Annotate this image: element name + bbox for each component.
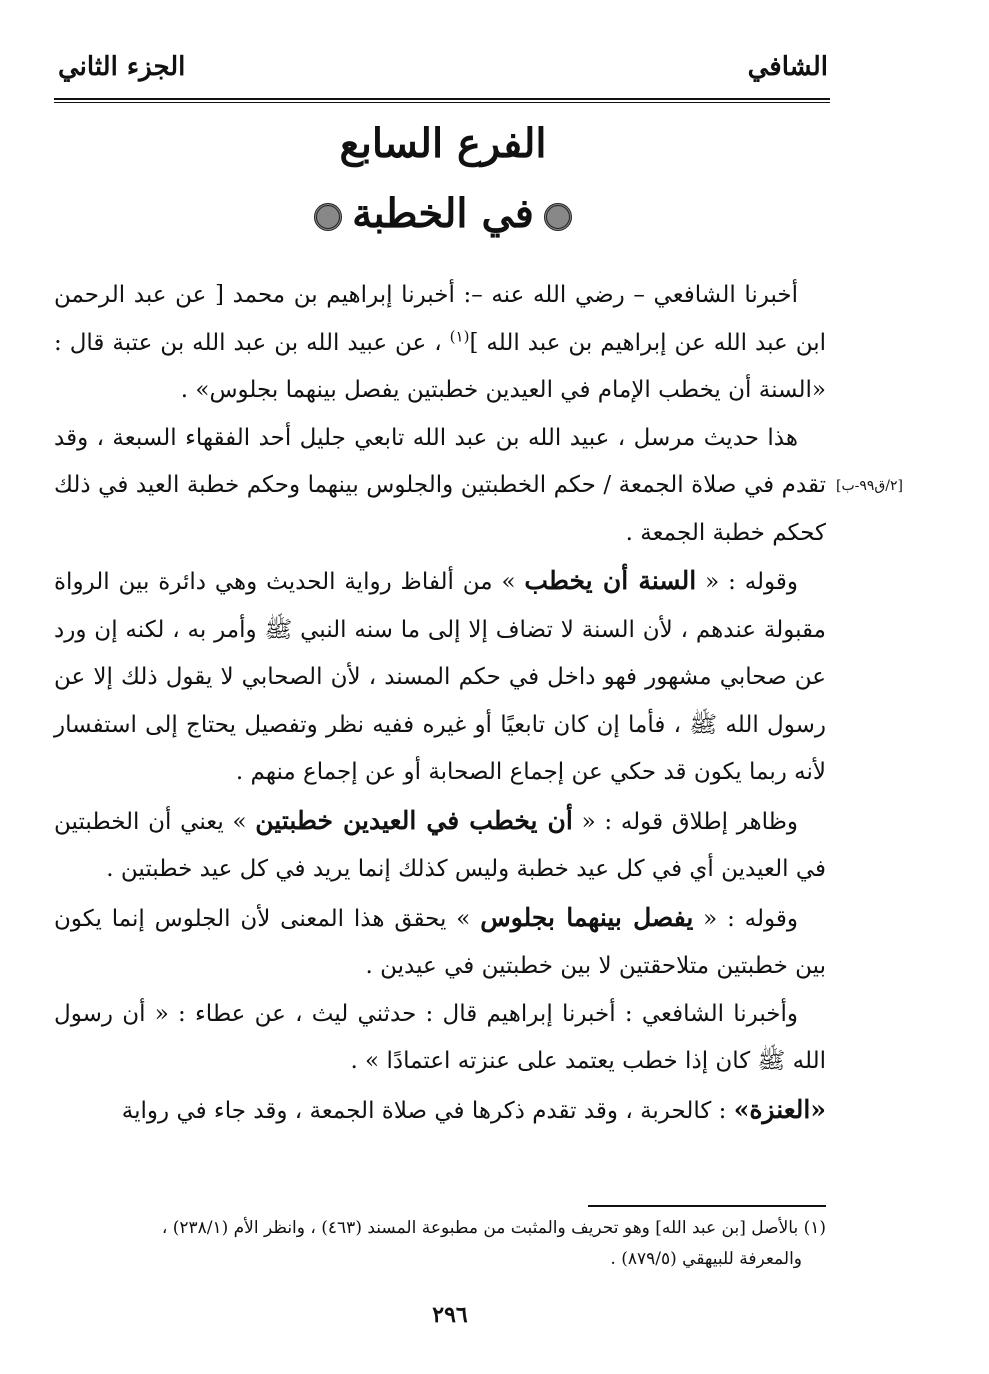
quoted-term: «العنزة» [733,1094,826,1124]
bullet-ornament-icon [544,203,572,231]
paragraph-5-lead: وقوله : « [703,905,799,932]
paragraph-1 [54,272,826,415]
paragraph-7-text: : كالحربة ، وقد تقدم ذكرها في صلاة الجمعة ، وقد جاء في رواية [121,1097,727,1124]
section-subtitle-text: في الخطبة [352,190,534,237]
header-rule [54,98,830,103]
footnote-1-line-1: (١) بالأصل [بن عبد الله] وهو تحريف والمثبت من مطبوعة المسند (٤٦٣) ، وانظر الأم (٢٣٨/١) ، [161,1218,826,1238]
header-volume: الجزء الثاني [58,52,186,82]
page-number: ٢٩٦ [432,1302,468,1328]
section-title: الفرع السابع [339,120,547,167]
footnote-1-line-2: والمعرفة للبيهقي (٨٧٩/٥) . [610,1249,802,1269]
running-header [58,52,828,94]
footnote-rule [588,1205,826,1207]
paragraph-5-text: » يحقق هذا المعنى لأن الجلوس إنما يكون بين خطبتين متلاحقتين لا بين خطبتين في عيدين . [54,905,826,979]
header-book-title: الشافي [747,52,828,82]
paragraph-1-end: ، عن عبيد الله بن عبد الله بن عتبة قال : «السنة أن يخطب الإمام في العيدين خطبتين يفصل بينهما بجلوس» . [54,329,826,403]
main-text [54,272,826,1135]
paragraph-4 [54,797,826,894]
paragraph-5 [54,894,826,991]
quoted-phrase: السنة أن يخطب [524,566,697,595]
section-subtitle [58,190,828,237]
paragraph-4-text: » يعني أن الخطبتين في العيدين أي في كل عيد خطبة وليس كذلك إنما يريد في كل عيد خطبتين . [54,808,826,882]
bullet-ornament-icon [314,203,342,231]
paragraph-3-text: » من ألفاظ رواية الحديث وهي دائرة بين الرواة مقبولة عندهم ، لأن السنة لا تضاف إلا إلى ما سنه النبي ﷺ وأمر به ، لكنه إن ورد عن صحابي مشهور فهو داخل في حكم المسند ، لأن الصحابي لا يقول ذلك إلا عن رسول الله ﷺ ، فأما إن كان تابعيًا أو غيره ففيه نظر وتفصيل يحتاج إلى استفسار لأنه ربما يكون قد حكي عن إجماع الصحابة أو عن إجماع منهم . [54,569,826,785]
paragraph-7 [54,1086,826,1136]
manuscript-folio-note: [٢/ق٩٩-ب] [836,478,904,494]
footnotes [54,1213,826,1275]
paragraph-6: وأخبرنا الشافعي : أخبرنا إبراهيم قال : حدثني ليث ، عن عطاء : « أن رسول الله ﷺ كان إذا خطب يعتمد على عنزته اعتمادًا » . [54,1000,826,1074]
footnote-marker: (١) [449,326,470,345]
paragraph-2: هذا حديث مرسل ، عبيد الله بن عبد الله تابعي جليل أحد الفقهاء السبعة ، وقد تقدم في صلاة الجمعة / حكم الخطبتين والجلوس بينهما وحكم خطبة العيد في ذلك كحكم خطبة الجمعة . [54,424,826,546]
paragraph-4-lead: وظاهر إطلاق قوله : « [581,808,798,835]
quoted-phrase: يفصل بينهما بجلوس [480,902,694,932]
paragraph-3-lead: وقوله : « [705,569,799,595]
quoted-phrase: أن يخطب في العيدين خطبتين [255,805,573,835]
paragraph-1-text: أخبرنا الشافعي – رضي الله عنه –: أخبرنا إبراهيم بن محمد [ عن عبد الرحمن ابن عبد الله عن إبراهيم بن عبد الله ] [54,282,827,356]
paragraph-3 [54,557,826,797]
